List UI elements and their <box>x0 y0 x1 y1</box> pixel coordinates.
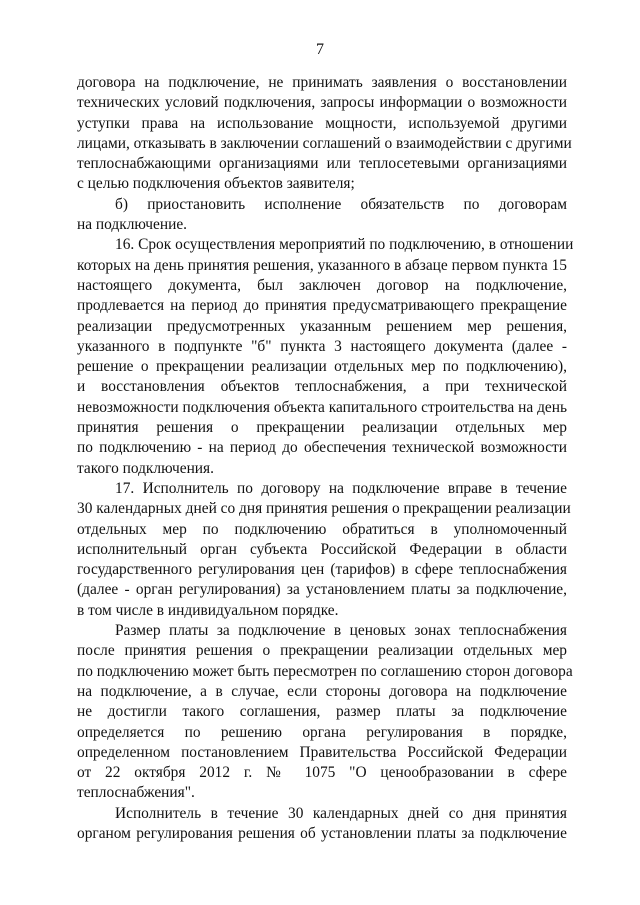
text-line: государственного регулирования цен (тарифов) в сфере теплоснабжения <box>77 561 567 579</box>
text-line: 17. Исполнитель по договору на подключение вправе в течение <box>115 479 567 497</box>
text-line: 30 календарных дней со дня принятия решения о прекращении реализации <box>77 500 571 518</box>
text-line: и восстановления объектов теплоснабжения, а при технической <box>77 378 567 396</box>
text-line: Исполнитель в течение 30 календарных дней со дня принятия <box>115 804 567 822</box>
text-line: от 22 октября 2012 г. № 1075 "О ценообразовании в сфере <box>77 764 567 782</box>
text-line: отдельных мер по подключению обратиться в уполномоченный <box>77 520 567 538</box>
page-number: 7 <box>316 41 324 58</box>
text-line: не достигли такого соглашения, размер платы за подключение <box>77 703 567 721</box>
text-line: уступки права на использование мощности, используемой другими <box>77 114 567 132</box>
text-line: по подключению может быть пересмотрен по соглашению сторон договора <box>77 662 573 680</box>
text-line: решение о прекращении реализации отдельных мер по подключению), <box>77 358 567 376</box>
text-line: невозможности подключения объекта капитального строительства на день <box>77 398 567 416</box>
text-line: на подключение, а в случае, если стороны договора на подключение <box>77 682 567 700</box>
text-line: определяется по решению органа регулирования в порядке, <box>77 723 567 741</box>
text-line: которых на день принятия решения, указанного в абзаце первом пункта 15 <box>77 256 567 274</box>
text-line: Размер платы за подключение в ценовых зонах теплоснабжения <box>115 622 567 640</box>
text-line: лицами, отказывать в заключении соглашений о взаимодействии с другими <box>77 134 572 152</box>
text-line: органом регулирования решения об установлении платы за подключение <box>77 824 567 842</box>
text-line: 16. Срок осуществления мероприятий по подключению, в отношении <box>115 236 574 254</box>
text-line: настоящего документа, был заключен договор на подключение, <box>77 276 567 294</box>
text-line: исполнительный орган субъекта Российской Федерации в области <box>77 540 567 558</box>
text-line: по подключению - на период до обеспечения технической возможности <box>77 439 567 457</box>
text-line: реализации предусмотренных указанным решением мер решения, <box>77 317 567 335</box>
text-line: теплоснабжающими организациями или теплосетевыми организациями <box>77 155 567 173</box>
text-line: указанного в подпункте "б" пункта 3 настоящего документа (далее - <box>77 337 567 355</box>
text-line: принятия решения о прекращении реализации отдельных мер <box>77 419 567 437</box>
text-line: на подключение. <box>77 216 188 234</box>
text-line: с целью подключения объектов заявителя; <box>77 175 355 193</box>
text-line: (далее - орган регулирования) за установлением платы за подключение, <box>77 581 567 599</box>
text-line: технических условий подключения, запросы информации о возможности <box>77 94 567 112</box>
text-line: в том числе в индивидуальном порядке. <box>77 601 339 619</box>
text-line: теплоснабжения". <box>77 784 195 802</box>
text-line: определенном постановлением Правительства Российской Федерации <box>77 743 567 761</box>
document-body <box>77 73 574 844</box>
text-line: такого подключения. <box>77 459 214 477</box>
text-line: б) приостановить исполнение обязательств по договорам <box>115 195 567 213</box>
text-line: продлевается на период до принятия предусматривающего прекращение <box>77 297 567 315</box>
text-line: договора на подключение, не принимать заявления о восстановлении <box>77 74 567 91</box>
text-line: после принятия решения о прекращении реализации отдельных мер <box>77 642 567 660</box>
